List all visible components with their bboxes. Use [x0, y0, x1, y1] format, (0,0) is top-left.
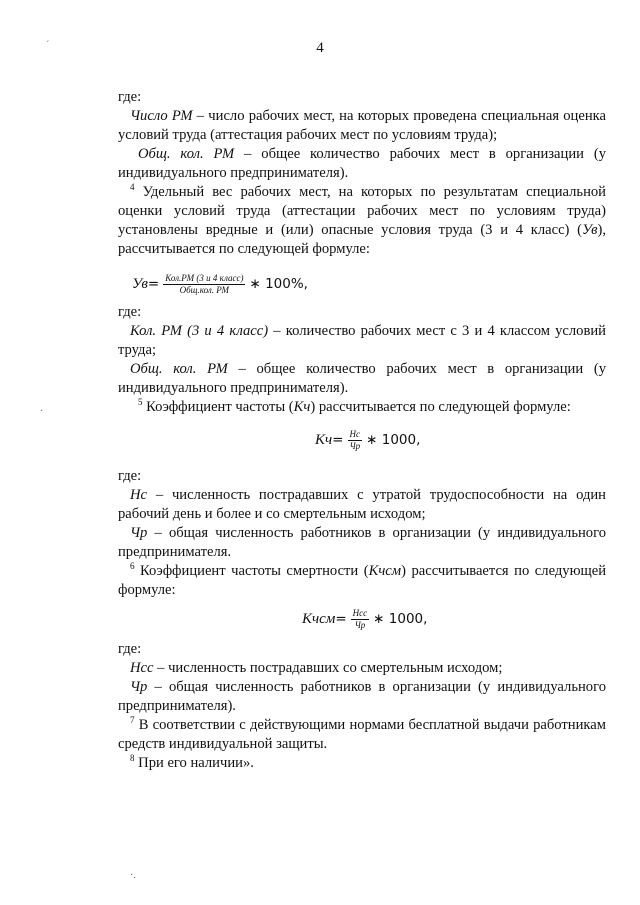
formula-rhs: ∗ 1000,	[366, 431, 421, 448]
where-label: где:	[118, 89, 142, 105]
formula-lhs: Кч	[315, 431, 333, 448]
definition-text: – численность пострадавших с утратой трудоспособности на один рабочий день и более и со смертельным исходом;	[118, 487, 606, 522]
scan-speck: ·	[40, 406, 44, 417]
definition-paragraph	[118, 678, 606, 716]
scan-speck: ˊ	[46, 40, 50, 51]
footnote-text: ) рассчитывается по следующей формуле:	[310, 399, 571, 415]
fraction-denominator: Общ.кол. РМ	[179, 284, 230, 295]
definition-text: – общая численность работников в организации (у индивидуального предпринимателя).	[118, 679, 606, 714]
footnote-text: ) рассчитывается по следующей формуле:	[118, 563, 607, 598]
footnote-8	[118, 754, 606, 773]
formula-kchsm	[118, 600, 606, 638]
formula-fraction	[347, 429, 362, 452]
definition-paragraph	[118, 659, 606, 678]
term: Чр	[130, 525, 148, 541]
footnote-number: 4	[130, 182, 135, 192]
term: Общ. кол. РМ	[130, 361, 228, 377]
variable: Кч	[293, 399, 311, 415]
footnote-text: ), рассчитывается по следующей формуле:	[118, 222, 606, 257]
footnote-text: При его наличии».	[134, 755, 254, 771]
term: Нсс	[130, 660, 154, 676]
definition-paragraph	[118, 322, 606, 360]
definition-text: – число рабочих мест, на которых проведена специальная оценка условий труда (аттестация рабочих мест по условиям труда);	[118, 108, 606, 143]
formula-rhs: ∗ 1000,	[373, 610, 428, 627]
footnote-text: Коэффициент частоты (	[142, 399, 294, 415]
definition-text: – общее количество рабочих мест в организации (у индивидуального предпринимателя).	[118, 361, 607, 396]
fraction-numerator: Нсс	[352, 607, 368, 618]
formula-equals: =	[332, 431, 344, 448]
formula-kch	[118, 421, 606, 459]
definition-paragraph	[118, 360, 606, 398]
term: Число РМ	[130, 108, 193, 124]
fraction-denominator: Чр	[349, 440, 361, 451]
fraction-denominator: Чр	[354, 619, 366, 630]
formula-lhs: Ув	[132, 275, 148, 292]
where-label: где:	[118, 468, 142, 484]
scan-speck: ·.	[130, 870, 136, 881]
footnote-7	[118, 716, 606, 754]
where-label: где:	[118, 641, 142, 657]
page-number: 4	[316, 40, 324, 56]
formula-equals: =	[335, 610, 347, 627]
definition-text: – общее количество рабочих мест в организации (у индивидуального предпринимателя).	[118, 146, 606, 181]
variable: Кчсм	[368, 563, 402, 579]
footnote-text: Удельный вес рабочих мест, на которых по результатам специальной оценки условий труда (аттестации рабочих мест по условиям труда) установлены вредные и (или) опасные условия труда (3 и 4 класс) (	[118, 184, 606, 238]
variable: Ув	[582, 222, 598, 238]
document-body	[118, 88, 606, 773]
definition-paragraph	[118, 107, 606, 145]
footnote-number: 6	[130, 561, 135, 571]
where-label: где:	[118, 304, 142, 320]
fraction-numerator: Кол.РМ (3 и 4 класс)	[165, 272, 244, 283]
definition-text: – численность пострадавших со смертельным исходом;	[153, 660, 503, 676]
definition-text: – количество рабочих мест с 3 и 4 классом условий труда;	[118, 323, 606, 358]
formula-fraction	[351, 608, 370, 631]
footnote-5	[118, 398, 606, 417]
term: Общ. кол. РМ	[138, 146, 235, 162]
footnote-6	[118, 562, 606, 600]
footnote-number: 8	[130, 753, 135, 763]
footnote-number: 5	[138, 397, 143, 407]
formula-fraction	[163, 273, 245, 296]
footnote-text: Коэффициент частоты смертности (	[134, 563, 369, 579]
term: Чр	[130, 679, 148, 695]
fraction-numerator: Нс	[349, 428, 361, 439]
definition-paragraph	[118, 145, 606, 183]
footnote-text: В соответствии с действующими нормами бесплатной выдачи работникам средств индивидуальной защиты.	[118, 717, 606, 752]
term: Нс	[130, 487, 148, 503]
formula-lhs: Кчсм	[302, 610, 336, 627]
definition-paragraph	[118, 524, 606, 562]
footnote-number: 7	[130, 715, 135, 725]
formula-uv	[118, 265, 606, 303]
definition-text: – общая численность работников в организации (у индивидуального предпринимателя.	[118, 525, 606, 560]
term: Кол. РМ (3 и 4 класс)	[130, 323, 269, 339]
formula-rhs: ∗ 100%,	[249, 275, 308, 292]
footnote-4	[118, 183, 606, 259]
definition-paragraph	[118, 486, 606, 524]
formula-equals: =	[147, 275, 160, 292]
